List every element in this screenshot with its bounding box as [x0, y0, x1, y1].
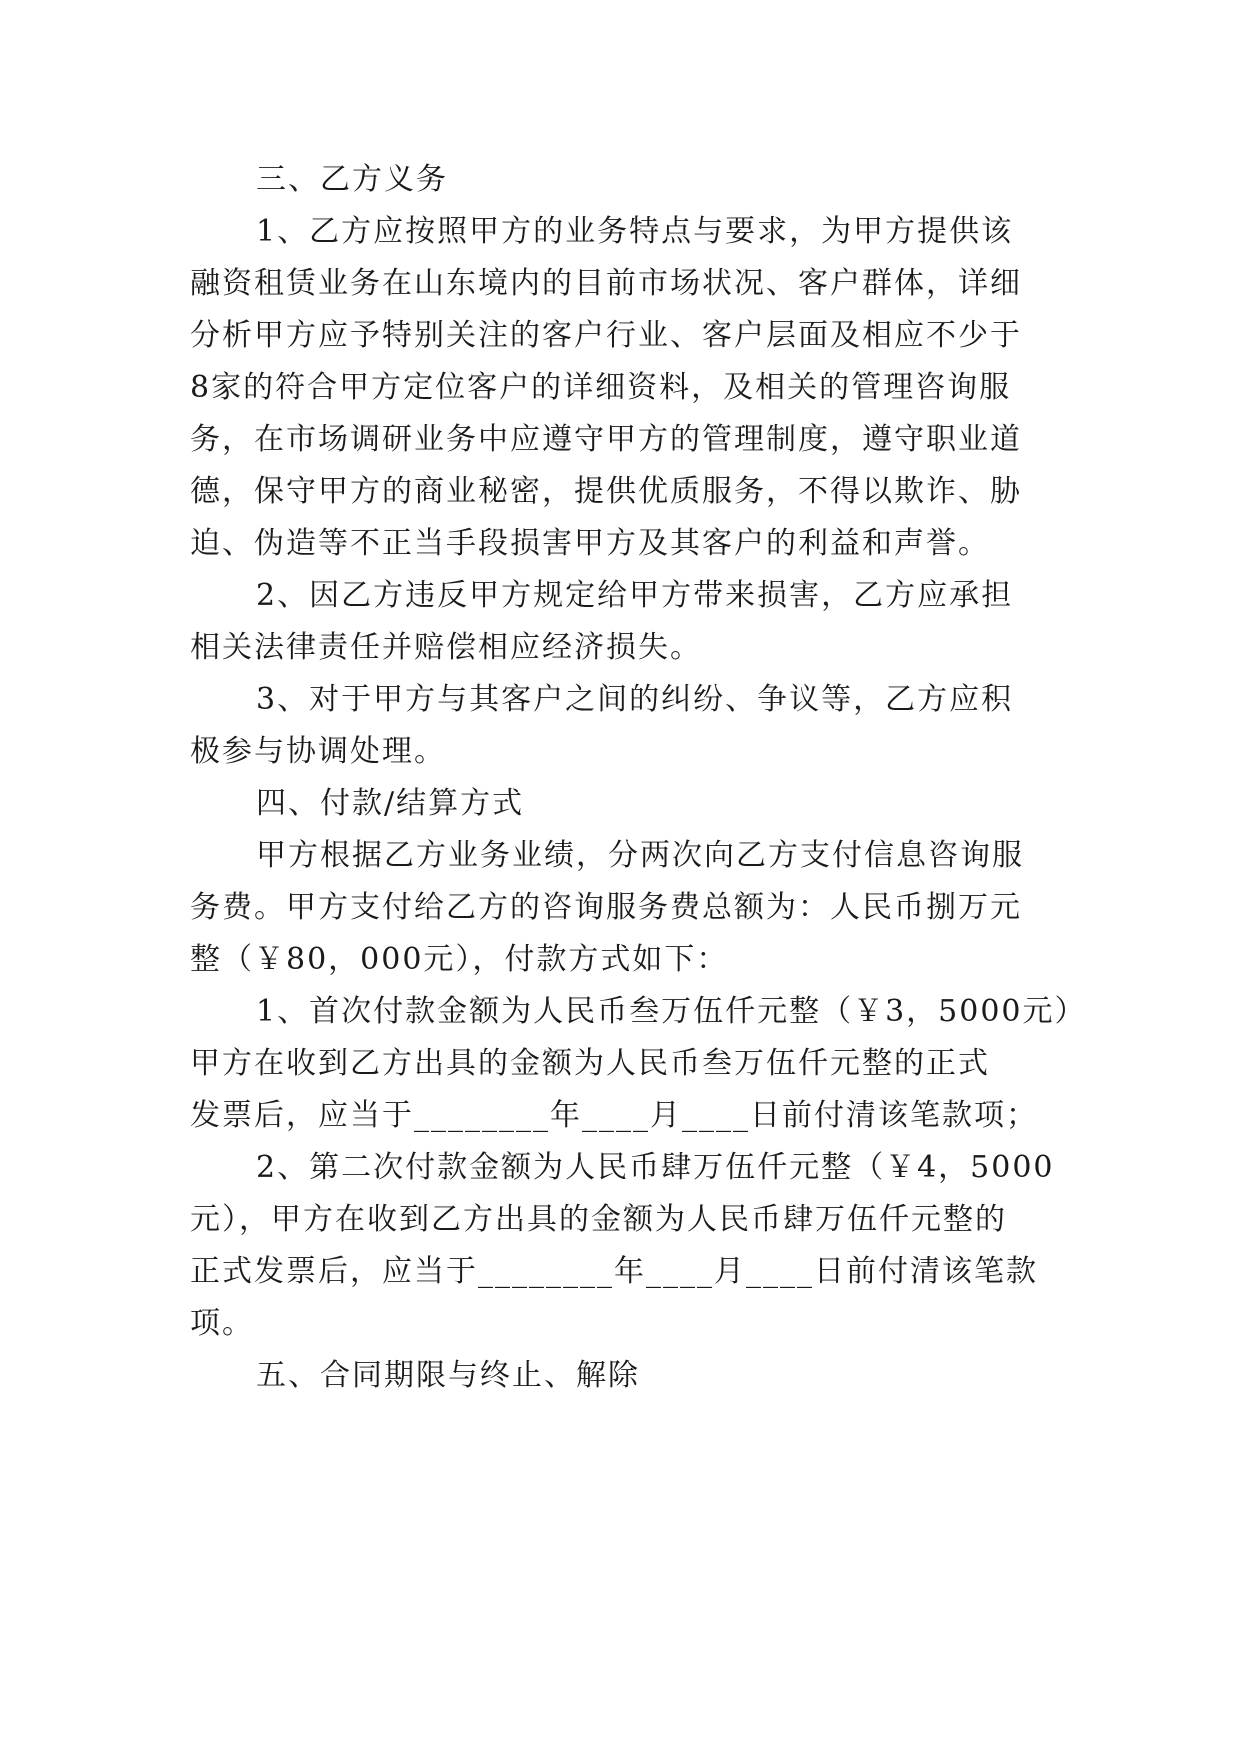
section-3-item-1-line-7: 迫、伪造等不正当手段损害甲方及其客户的利益和声誉。	[190, 526, 990, 561]
section-3-item-1-line-5: 务，在市场调研业务中应遵守甲方的管理制度，遵守职业道	[190, 422, 1022, 457]
section-4-intro-line-2: 务费。甲方支付给乙方的咨询服务费总额为：人民币捌万元	[190, 890, 1022, 925]
section-3-item-2-line-2: 相关法律责任并赔偿相应经济损失。	[190, 630, 702, 665]
payment-1-line-1: 1、首次付款金额为人民币叁万伍仟元整（￥3，5000元）	[256, 994, 1087, 1029]
section-3-item-1-line-6: 德，保守甲方的商业秘密，提供优质服务，不得以欺诈、胁	[190, 474, 1022, 509]
section-4-heading: 四、付款/结算方式	[256, 786, 525, 821]
section-3-item-1-line-2: 融资租赁业务在山东境内的目前市场状况、客户群体，详细	[190, 266, 1022, 301]
section-4-intro-line-3: 整（￥80，000元），付款方式如下：	[190, 942, 729, 977]
payment-1-line-2: 甲方在收到乙方出具的金额为人民币叁万伍仟元整的正式	[190, 1046, 990, 1081]
section-3-item-1-line-3: 分析甲方应予特别关注的客户行业、客户层面及相应不少于	[190, 318, 1022, 353]
section-3-item-2-line-1: 2、因乙方违反甲方规定给甲方带来损害，乙方应承担	[256, 578, 1014, 613]
section-4-intro-line-1: 甲方根据乙方业务业绩，分两次向乙方支付信息咨询服	[256, 838, 1024, 873]
section-3-item-3-line-1: 3、对于甲方与其客户之间的纠纷、争议等，乙方应积	[256, 682, 1014, 717]
section-3-item-3-line-2: 极参与协调处理。	[190, 734, 446, 769]
payment-1-line-3: 发票后，应当于________年____月____日前付清该笔款项；	[190, 1098, 1038, 1133]
section-5-heading: 五、合同期限与终止、解除	[256, 1358, 640, 1393]
payment-2-line-1: 2、第二次付款金额为人民币肆万伍仟元整（￥4，5000	[256, 1150, 1055, 1185]
section-3-item-1-line-1: 1、乙方应按照甲方的业务特点与要求，为甲方提供该	[256, 214, 1014, 249]
section-3-heading: 三、乙方义务	[256, 162, 448, 197]
section-3-item-1-line-4: 8家的符合甲方定位客户的详细资料，及相关的管理咨询服	[190, 370, 1012, 405]
payment-2-line-2: 元），甲方在收到乙方出具的金额为人民币肆万伍仟元整的	[190, 1202, 1007, 1237]
payment-2-line-4: 项。	[190, 1306, 254, 1341]
payment-2-line-3: 正式发票后，应当于________年____月____日前付清该笔款	[190, 1254, 1038, 1289]
